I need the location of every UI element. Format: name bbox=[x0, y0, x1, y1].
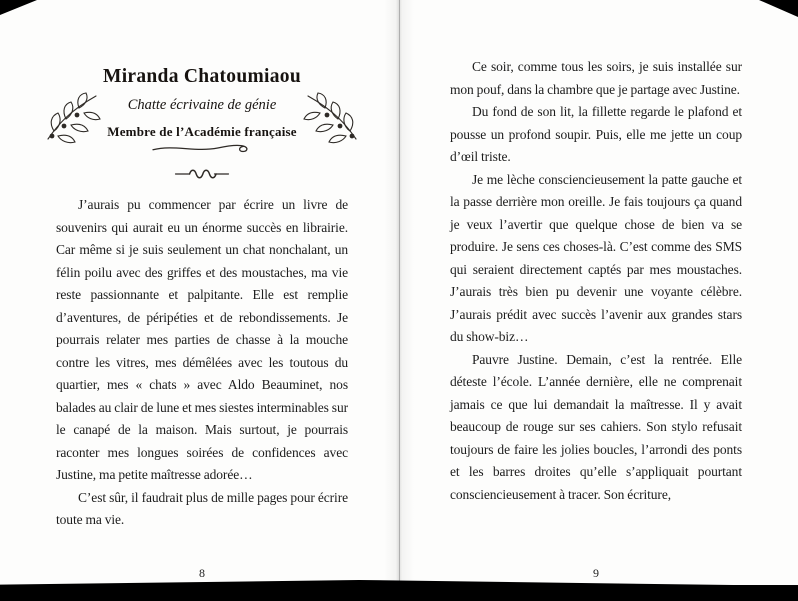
gutter-fold-line bbox=[399, 0, 400, 585]
paragraph: Pauvre Justine. Demain, c’est la rentrée. Elle déteste l’école. L’année dernière, elle ne comprenait jamais ce que lui demandait la maîtresse. Il y avait beaucoup de rouge sur ses cahiers. Son stylo refusait toujours de faire les jolies boucles, l’arrondi des ponts et les barres droites qu’elle s’appliquait pourtant consciencieusement à tracer. Son écriture, bbox=[450, 351, 742, 502]
paragraph: J’aurais pu commencer par écrire un livre de souvenirs qui aurait eu un énorme succès en librairie. Car même si je suis seulement un chat nonchalant, un félin poilu avec des griffes et des moustaches, ma vie reste passionnante et palpitante. Elle est remplie d’aventures, de péripéties et de rebondissements. Je pourrais relater mes parties de chasse à la mouche contre les vitres, mes démêlées avec les toutous du quartier, mes « chats » avec Aldo Beauminet, nos balades au clair de lune et mes siestes interminables sur le canapé de la maison. Mais surtout, je pourrais raconter mes longues soirées de confidences avec Justine, ma petite maîtresse adorée… bbox=[56, 197, 348, 482]
flourish-swash-icon bbox=[146, 141, 258, 155]
section-divider-icon bbox=[173, 167, 231, 181]
page-number-right: 9 bbox=[593, 566, 599, 580]
paragraph: Ce soir, comme tous les soirs, je suis installée sur mon pouf, dans la chambre que je partage avec Justine. bbox=[450, 59, 742, 97]
character-title: Miranda Chatoumiaou bbox=[102, 66, 301, 87]
paragraph: Je me lèche consciencieusement la patte gauche et la passe derrière mon oreille. Je fais toujours ça quand je veux l’avertir que quelque chose de bien va se produire. Je sens ces choses-là. C’est comme des SMS qui seraient directement captés par mes moustaches. J’aurais très bien pu devenir une voyante célèbre. J’aurais prédit avec succès l’avenir aux grandes stars du show-biz… bbox=[450, 171, 742, 344]
paragraph: C’est sûr, il faudrait plus de mille pages pour écrire toute ma vie. bbox=[56, 489, 348, 527]
photo-corner-top-left bbox=[0, 0, 37, 15]
paragraph: Du fond de son lit, la fillette regarde le plafond et pousse un profond soupir. Puis, elle me jette un coup d’œil triste. bbox=[450, 104, 742, 164]
chapter-header bbox=[56, 0, 348, 155]
affiliation-line: Membre de l’Académie française bbox=[107, 124, 297, 139]
photo-corner-top-right bbox=[759, 0, 798, 17]
page-number-left: 8 bbox=[199, 566, 205, 580]
right-page bbox=[450, 0, 742, 584]
right-page-text bbox=[450, 0, 742, 506]
olive-branch-icon bbox=[42, 86, 104, 144]
left-page bbox=[56, 0, 348, 584]
left-page-text bbox=[56, 194, 348, 532]
olive-branch-icon bbox=[300, 86, 362, 144]
character-subtitle: Chatte écrivaine de génie bbox=[127, 97, 277, 113]
